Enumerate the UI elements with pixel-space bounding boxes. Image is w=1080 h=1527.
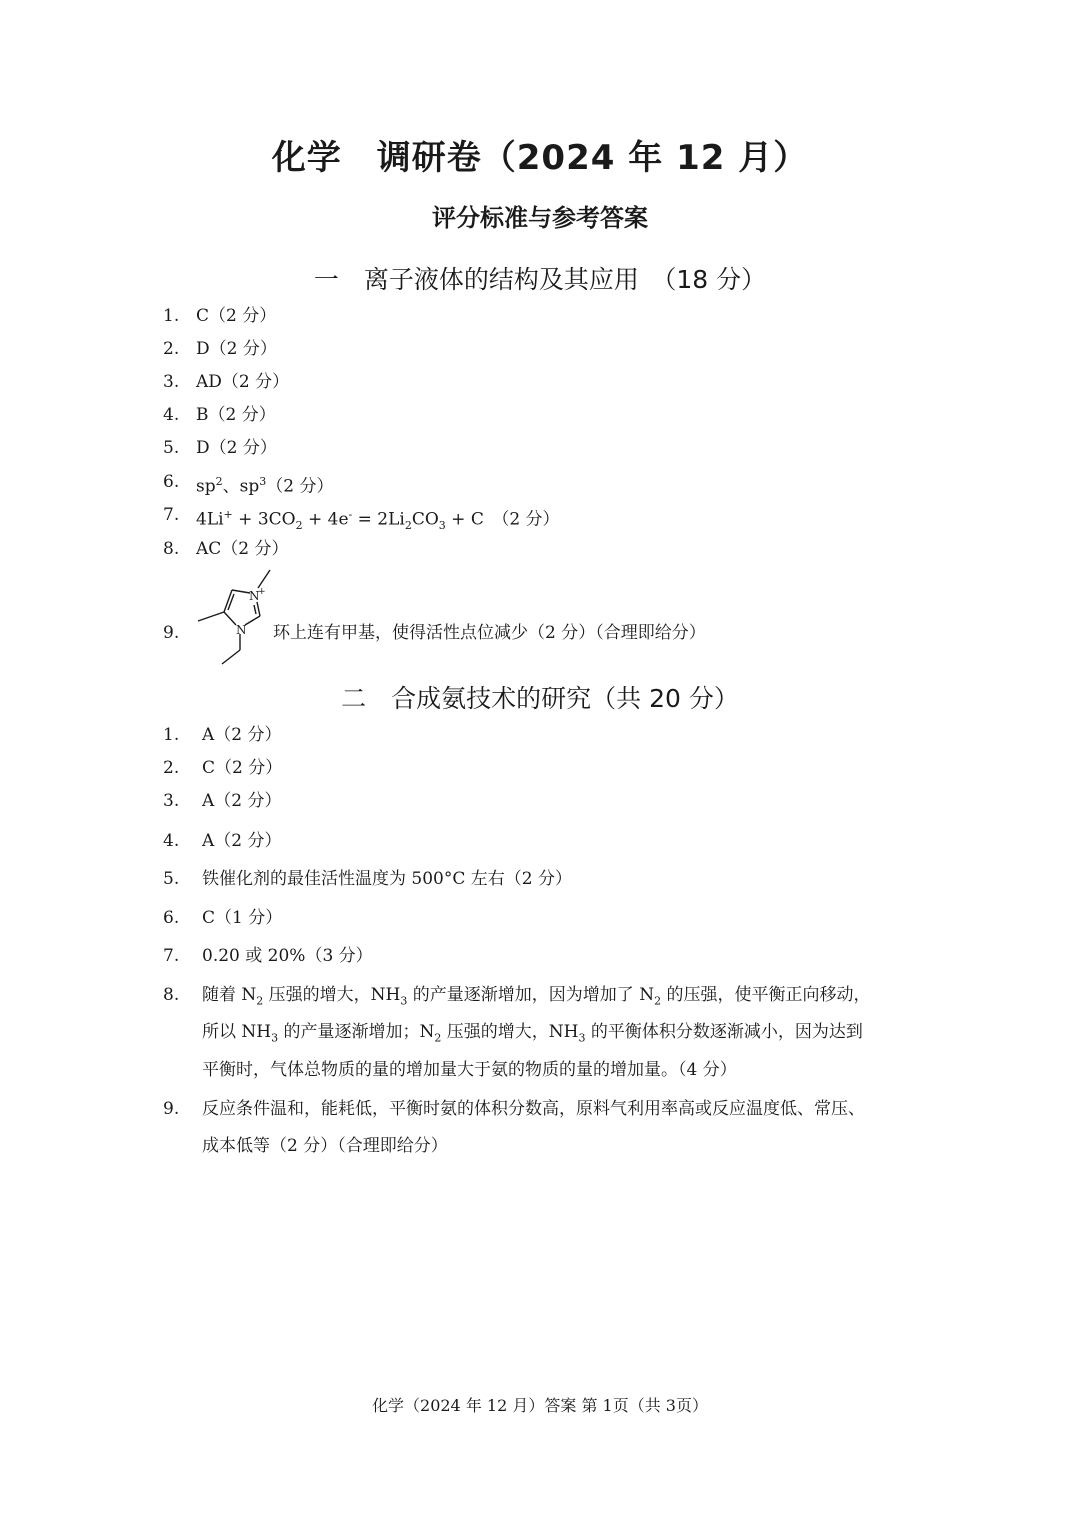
answer-number: 4. (163, 405, 180, 425)
answer-text: C（2 分） (196, 306, 277, 326)
ring-bond (257, 602, 260, 616)
answer-text: D（2 分） (196, 438, 277, 458)
page-title: 化学 调研卷（2024 年 12 月） (271, 138, 809, 178)
answer-number: 3. (163, 372, 180, 392)
page-footer: 化学（2024 年 12 月）答案 第 1页（共 3页） (372, 1396, 708, 1415)
positive-charge: + (258, 587, 266, 597)
answer-text: A（2 分） (202, 831, 282, 851)
answer-text-line-1: 随着 $N_2$ 压强的增大，$NH_3$ 的产量逐渐增加，因为增加了 $N_2$ 的压强，使平衡正向移动， (202, 985, 871, 1008)
answer-text: A（2 分） (202, 725, 282, 745)
answer-number: 9. (163, 1099, 180, 1119)
page-subtitle: 评分标准与参考答案 (432, 204, 648, 232)
answer-text: 环上连有甲基，使得活性点位减少（2 分）（合理即给分） (273, 623, 706, 643)
section-1-title: 一 离子液体的结构及其应用 （18 分） (313, 265, 767, 294)
answer-number: 8. (163, 539, 180, 559)
answer-text-line-3: 平衡时，气体总物质的量的增加量大于氨的物质的量的增加量。（4 分） (202, 1060, 737, 1080)
answer-text-line-1: 反应条件温和，能耗低，平衡时氨的体积分数高，原料气利用率高或反应温度低、常压、 (202, 1099, 865, 1119)
answer-number: 8. (163, 985, 180, 1005)
answer-number: 6. (163, 908, 180, 928)
ring-double-bond (228, 594, 234, 610)
answer-number: 9. (163, 623, 180, 643)
answer-number: 3. (163, 791, 180, 811)
answer-text: C（2 分） (202, 758, 283, 778)
answer-text: AC（2 分） (196, 539, 289, 559)
section-2-title: 二 合成氨技术的研究（共 20 分） (341, 684, 739, 713)
answer-number: 1. (163, 725, 180, 745)
answer-number: 2. (163, 339, 180, 359)
answer-text: 0.20 或 20%（3 分） (202, 946, 373, 966)
answer-text: C（1 分） (202, 908, 283, 928)
answer-number: 7. (163, 946, 180, 966)
answer-number: 5. (163, 869, 180, 889)
imidazolium-structure (190, 564, 275, 669)
answer-number: 5. (163, 438, 180, 458)
nitrogen-plus-label: N (249, 589, 260, 603)
ring-double-bond (254, 605, 256, 614)
methyl-bond (198, 612, 224, 621)
answer-text-line-2: 所以 $NH_3$ 的产量逐渐增加；$N_2$ 压强的增大，$NH_3$ 的平衡体积分数逐渐减小，因为达到 (202, 1022, 863, 1045)
methyl-bond (258, 570, 270, 588)
ring-bond (232, 590, 250, 593)
answer-text: 铁催化剂的最佳活性温度为 500°C 左右（2 分） (202, 869, 572, 889)
ring-bond (245, 616, 260, 625)
answer-text: D（2 分） (196, 339, 277, 359)
answer-number: 1. (163, 306, 180, 326)
answer-text: AD（2 分） (196, 372, 290, 392)
answer-number: 2. (163, 758, 180, 778)
answer-number: 6. (163, 472, 180, 492)
equation-text: $4Li^+ + 3CO_2 + 4e^- = 2Li_2CO_3 + C$ （2 分） (196, 508, 560, 533)
answer-text: A（2 分） (202, 791, 282, 811)
answer-text-line-2: 成本低等（2 分）（合理即给分） (202, 1136, 448, 1156)
answer-text: $sp^2$、$sp^3(2$ 分） (196, 475, 334, 497)
answer-number: 4. (163, 831, 180, 851)
nitrogen-label: N (236, 623, 247, 637)
answer-number: 7. (163, 505, 180, 525)
ring-bond (224, 612, 236, 625)
answer-text: B（2 分） (196, 405, 276, 425)
ethyl-bond (222, 650, 240, 664)
